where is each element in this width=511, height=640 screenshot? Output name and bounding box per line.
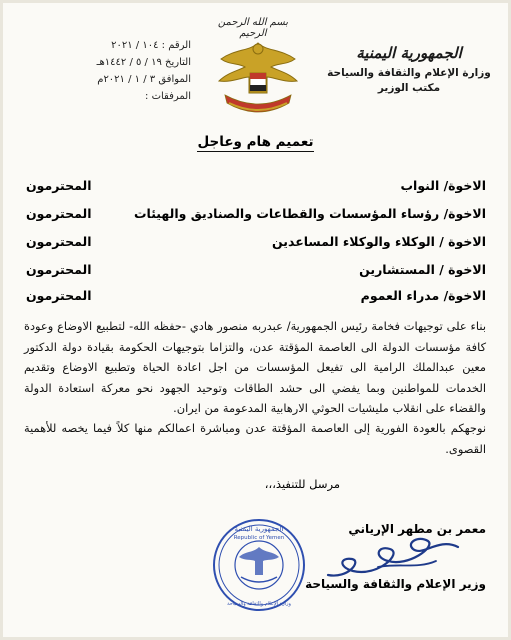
addressee-to: الاخوة/ مدراء العموم [360, 288, 486, 303]
addressee-row [26, 234, 486, 254]
bismillah: بسم الله الرحمن الرحيم [217, 17, 289, 39]
addressee-to: الاخوة / الوكلاء والوكلاء المساعدين [272, 234, 486, 249]
addressee-honorific: المحترمون [26, 262, 92, 277]
addressee-row [26, 262, 486, 282]
ref-date-gregorian: الموافق ٣ / ١ / ٢٠٢١م [97, 74, 191, 85]
office-name: مكتب الوزير [377, 82, 441, 94]
letterhead [324, 43, 494, 95]
body-paragraph-2 [24, 418, 486, 459]
addressee-row [26, 288, 486, 308]
body-paragraph-1 [24, 316, 486, 419]
addressee-row [26, 206, 486, 226]
stamp-text-top: الجمهورية اليمنية [234, 525, 284, 533]
ref-attachments: المرفقات : [145, 91, 191, 102]
stamp-text-bottom: وزارة الإعلام والثقافة والسياحة [227, 601, 291, 607]
letter-page [3, 3, 508, 637]
country-name: الجمهورية اليمنية [356, 44, 462, 62]
body-paragraph-2-text: نوجهكم بالعودة الفورية إلى العاصمة المؤقتة عدن ومباشرة اعمالكم منها كلاً فيما يخصه للأهمية القصوى. [24, 421, 486, 456]
ministry-name: وزارة الإعلام والثقافة والسياحة [327, 67, 491, 79]
signer-title: وزير الإعلام والثقافة والسياحة [305, 577, 486, 591]
stamp-text-english: Republic of Yemen [233, 535, 285, 541]
body-paragraph-1-text: بناء على توجيهات فخامة رئيس الجمهورية/ عبدربه منصور هادي -حفظه الله- لتطبيع الاوضاع وعودة كافة مؤسسات الدولة الى العاصمة المؤقتة عدن، والتزاما بتوجيهات الحكومة بقيادة دولة الدكتور معين عبدالملك الرامية الى تفيعل المؤسسات من اجل اعادة الحياة وتطبيع الاوضاع وتقديم الخدمات للمواطنين وبما يفضي الى حشد الطاقات وتوحيد الجهود نحو معركة استعادة الدولة والقضاء على انقلاب مليشيات الحوثي الارهابية المدعومة من ايران. [24, 319, 486, 415]
addressee-row [26, 178, 486, 198]
ref-number: الرقم : ١٠٤ / ٢٠٢١ [111, 40, 191, 51]
addressee-honorific: المحترمون [26, 234, 92, 249]
eagle-emblem-icon [215, 33, 301, 129]
addressee-honorific: المحترمون [26, 288, 92, 303]
signer-name: معمر بن مطهر الإرياني [348, 522, 486, 536]
official-stamp-icon [211, 517, 307, 613]
reference-block [11, 37, 191, 105]
addressee-to: الاخوة/ رؤساء المؤسسات والقطاعات والصناديق والهيئات [133, 206, 486, 221]
addressee-to: الاخوة / المستشارين [359, 262, 486, 277]
closing-line: مرسل للتنفيذ،،، [264, 477, 340, 491]
memo-title [3, 134, 508, 150]
addressee-honorific: المحترمون [26, 178, 92, 193]
addressee-honorific: المحترمون [26, 206, 92, 221]
addressee-to: الاخوة/ النواب [400, 178, 486, 193]
ref-date-hijri: التاريخ ١٩ / ٥ / ١٤٤٢هـ [96, 57, 191, 68]
memo-title-text: تعميم هام وعاجل [197, 134, 314, 150]
